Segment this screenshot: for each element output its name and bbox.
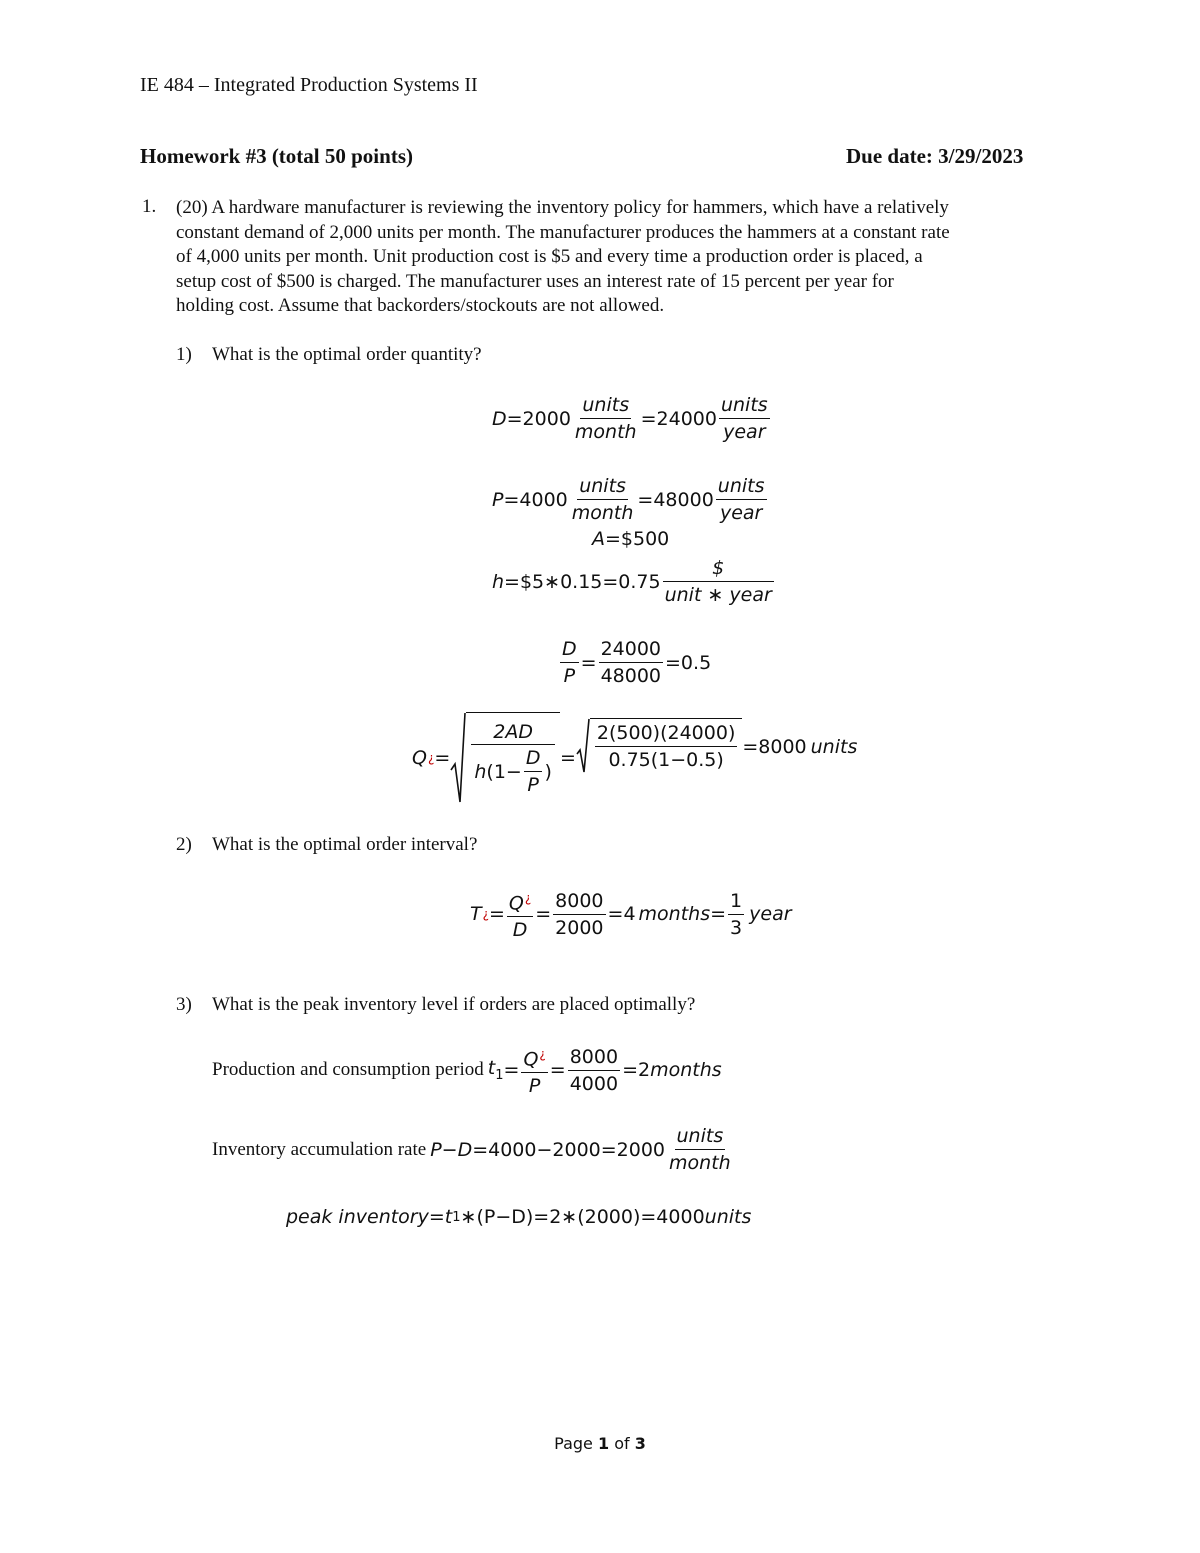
subquestion-text: What is the optimal order quantity? <box>212 344 482 365</box>
problem-line: holding cost. Assume that backorders/stockouts are not allowed. <box>176 295 665 316</box>
equation-label: Inventory accumulation rate <box>212 1138 427 1160</box>
render-mark: ¿ <box>482 907 489 922</box>
denominator: year <box>723 421 766 443</box>
denominator: 48000 <box>600 665 662 687</box>
numerator <box>521 1042 547 1073</box>
symbol: Q <box>412 747 427 769</box>
unit: year <box>749 903 792 926</box>
fraction <box>524 746 543 797</box>
symbol: T <box>470 903 482 926</box>
homework-title: Homework #3 (total 50 points) <box>140 144 413 168</box>
value: =2000 <box>506 407 571 430</box>
subquestion-1 <box>176 344 482 366</box>
denominator <box>472 745 554 797</box>
subquestion-2 <box>176 834 477 856</box>
denominator: unit ∗ year <box>664 584 772 606</box>
numerator: 24000 <box>599 637 663 663</box>
radical <box>576 718 742 774</box>
problem-statement <box>176 196 1076 319</box>
problem-line: (20) A hardware manufacturer is reviewing the inventory policy for hammers, which have a relatively <box>176 197 949 218</box>
course-title: IE 484 – Integrated Production Systems II <box>140 74 478 96</box>
radicand <box>466 712 560 804</box>
value: =48000 <box>637 488 714 511</box>
equation-d-over-p <box>558 637 711 688</box>
operator: = <box>434 747 451 769</box>
numerator: D <box>560 637 579 663</box>
equation-optimal-quantity <box>412 712 857 804</box>
fraction <box>573 393 639 444</box>
due-date: Due date: 3/29/2023 <box>846 144 1024 168</box>
fraction <box>560 637 579 688</box>
value: =$500 <box>605 528 670 550</box>
value: =8000 <box>742 736 807 758</box>
footer-page-number: 1 <box>597 1434 610 1453</box>
footer-of-label: of <box>614 1434 630 1453</box>
numerator: D <box>524 746 543 772</box>
render-mark: ¿ <box>539 1047 546 1061</box>
fraction <box>507 886 533 942</box>
subquestion-text: What is the peak inventory level if orders are placed optimally? <box>212 994 696 1015</box>
value: =4 <box>607 903 636 926</box>
text: ) <box>544 760 552 783</box>
fraction <box>728 889 744 940</box>
subscript: 1 <box>495 1068 504 1084</box>
symbol: h <box>492 570 505 593</box>
operator: = <box>503 1059 520 1082</box>
fraction <box>595 721 737 772</box>
denominator: P <box>527 774 539 796</box>
numerator: units <box>719 393 770 419</box>
numerator: 1 <box>728 889 744 915</box>
fraction <box>663 556 774 607</box>
equation-accumulation-rate <box>212 1124 735 1175</box>
footer-page-total: 3 <box>634 1434 646 1453</box>
equation-peak-inventory <box>286 1206 751 1228</box>
denominator: P <box>563 665 576 687</box>
radicand <box>590 718 742 774</box>
problem-number: 1. <box>142 196 157 217</box>
symbol: Q <box>508 892 524 915</box>
denominator: month <box>571 502 634 524</box>
radical-sign-icon <box>450 712 466 804</box>
problem-line: constant demand of 2,000 units per month. The manufacturer produces the hammers at a constant rate <box>176 221 950 243</box>
value: =$5∗0.15=0.75 <box>504 570 661 593</box>
symbol: P <box>492 488 504 511</box>
equation-demand <box>492 393 772 444</box>
symbol: A <box>592 528 605 550</box>
fraction <box>716 474 767 525</box>
symbol: peak inventory <box>286 1206 429 1228</box>
denominator: P <box>528 1075 541 1098</box>
subquestion-3 <box>176 994 695 1016</box>
fraction <box>521 1042 547 1098</box>
subquestion-number: 3) <box>176 994 192 1015</box>
numerator <box>507 886 533 917</box>
numerator: 2(500)(24000) <box>595 721 737 747</box>
value: =0.5 <box>665 651 712 674</box>
operator: = <box>488 903 505 926</box>
unit: months <box>650 1059 722 1082</box>
symbol: D <box>492 407 507 430</box>
value: =24000 <box>640 407 717 430</box>
numerator: units <box>580 393 631 419</box>
operator: = <box>559 747 576 769</box>
page-footer <box>0 1434 1200 1453</box>
footer-page-label: Page <box>554 1434 593 1453</box>
fraction <box>599 637 663 688</box>
render-mark: ¿ <box>524 891 532 905</box>
unit: units <box>704 1206 752 1228</box>
value: ∗(P−D)=2∗(2000)=4000 <box>460 1206 705 1228</box>
denominator: 2000 <box>555 916 604 939</box>
subscript: 1 <box>452 1209 461 1225</box>
symbol: Q <box>523 1048 539 1071</box>
text: (1− <box>486 760 522 783</box>
subquestion-number: 2) <box>176 834 192 855</box>
subquestion-number: 1) <box>176 344 192 365</box>
problem-line: setup cost of $500 is charged. The manufacturer uses an interest rate of 15 percent per year for <box>176 270 894 292</box>
unit: units <box>810 736 858 758</box>
denominator: year <box>719 502 763 524</box>
numerator: 2AD <box>471 720 555 745</box>
denominator: 3 <box>730 916 743 939</box>
numerator: units <box>675 1124 726 1150</box>
symbol-base: t <box>487 1057 496 1080</box>
operator: = <box>710 903 727 926</box>
value: =4000 <box>503 488 568 511</box>
value: =2 <box>622 1059 651 1082</box>
operator: = <box>549 1059 566 1082</box>
denominator: D <box>512 919 528 942</box>
equation-optimal-interval <box>470 886 792 942</box>
equation-production-rate <box>492 474 769 525</box>
unit: months <box>638 903 711 926</box>
numerator: 8000 <box>568 1045 620 1071</box>
fraction <box>719 393 770 444</box>
fraction <box>570 474 636 525</box>
denominator: month <box>669 1152 731 1174</box>
denominator: 0.75(1−0.5) <box>608 749 724 771</box>
value: =t <box>428 1206 453 1228</box>
equation-setup-cost <box>592 528 669 550</box>
equation-production-period <box>212 1042 722 1098</box>
numerator: units <box>577 474 628 500</box>
subquestion-text: What is the optimal order interval? <box>212 834 478 855</box>
fraction <box>667 1124 733 1175</box>
fraction <box>471 720 555 797</box>
render-mark: ¿ <box>427 751 435 765</box>
equation-holding-cost <box>492 556 776 607</box>
denominator: month <box>574 421 637 443</box>
problem-line: of 4,000 units per month. Unit production cost is $5 and every time a production order is placed, a <box>176 246 923 267</box>
fraction <box>553 889 605 940</box>
fraction <box>568 1045 620 1096</box>
numerator: $ <box>663 556 774 582</box>
operator: = <box>580 651 597 674</box>
equation-label: Production and consumption period <box>212 1059 484 1081</box>
symbol <box>488 1057 504 1083</box>
radical-sign-icon <box>576 718 590 774</box>
operator: = <box>535 903 552 926</box>
value: =4000−2000=2000 <box>472 1138 666 1161</box>
denominator: 4000 <box>569 1072 619 1095</box>
symbol: h <box>474 760 487 783</box>
radical <box>450 712 560 804</box>
numerator: units <box>716 474 767 500</box>
symbol: P−D <box>430 1138 473 1161</box>
numerator: 8000 <box>553 889 605 915</box>
